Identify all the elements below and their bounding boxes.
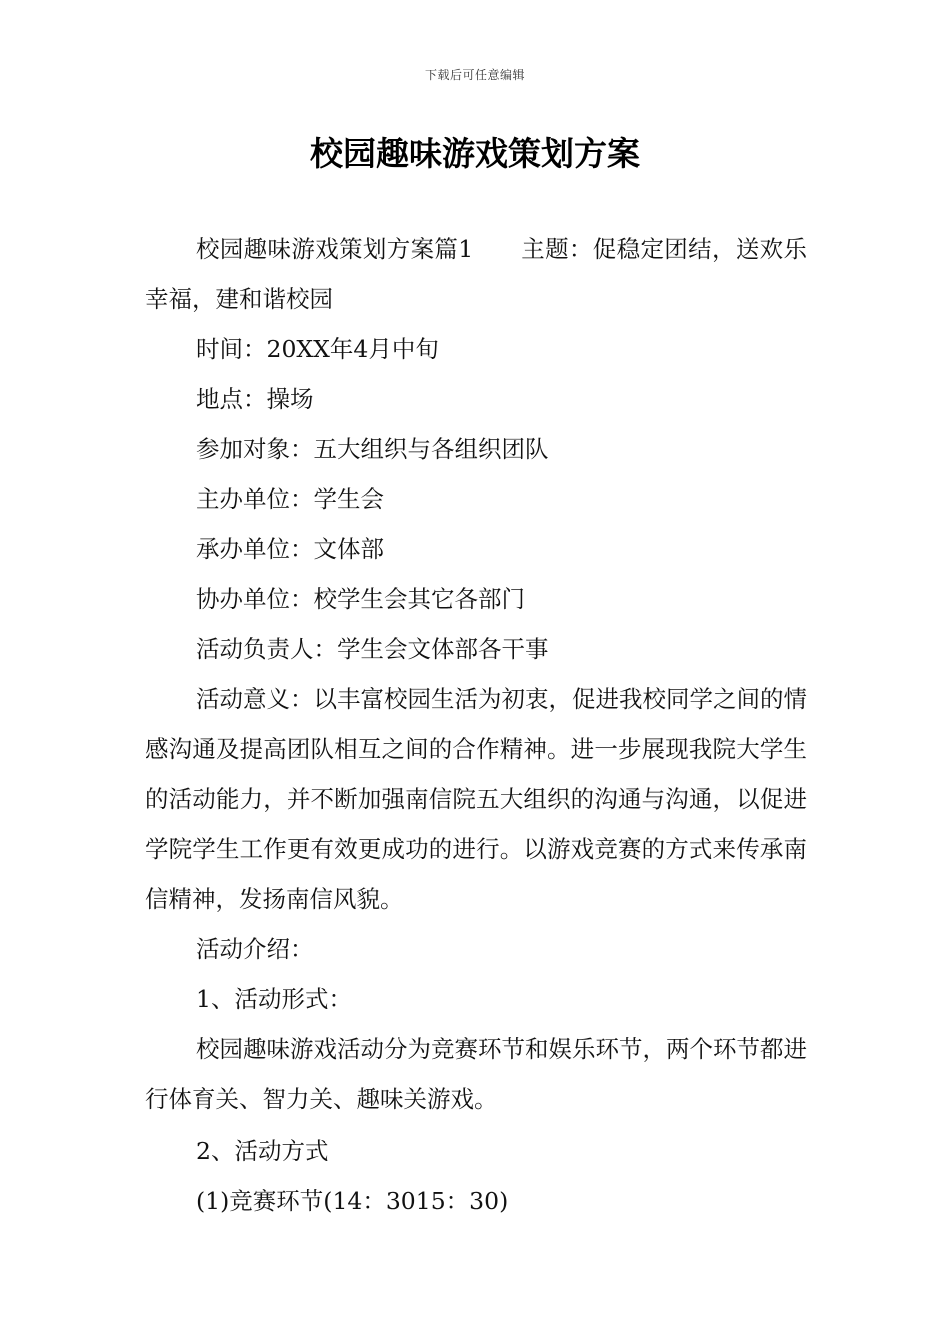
paragraph-activity-form: 校园趣味游戏活动分为竞赛环节和娱乐环节，两个环节都进行体育关、智力关、趣味关游戏。 <box>145 1035 807 1113</box>
paragraph-time: 时间：20XX年4月中旬 <box>196 335 439 363</box>
paragraph-organizer: 主办单位：学生会 <box>196 485 384 513</box>
paragraph-competition-session: (1)竞赛环节(14：3015：30) <box>196 1187 509 1215</box>
header-note: 下载后可任意编辑 <box>424 68 525 82</box>
document-title: 校园趣味游戏策划方案 <box>310 134 640 173</box>
paragraph-person-in-charge: 活动负责人：学生会文体部各干事 <box>196 635 549 663</box>
paragraph-participants: 参加对象：五大组织与各组织团队 <box>196 435 549 463</box>
paragraph-significance: 活动意义：以丰富校园生活为初衷，促进我校同学之间的情感沟通及提高团队相互之间的合作精神。进一步展现我院大学生的活动能力，并不断加强南信院五大组织的沟通与沟通，以促进学院学生工作更有效更成功的进行。以游戏竞赛的方式来传承南信精神，发扬南信风貌。 <box>145 685 807 913</box>
paragraph-section-1-heading: 1、活动形式： <box>196 985 352 1013</box>
paragraph-undertaker: 承办单位：文体部 <box>196 535 384 563</box>
paragraph-co-organizer: 协办单位：校学生会其它各部门 <box>196 585 525 613</box>
paragraph-section-2-heading: 2、活动方式 <box>196 1137 329 1165</box>
paragraph-introduction-heading: 活动介绍： <box>196 935 314 963</box>
paragraph-location: 地点：操场 <box>196 385 314 413</box>
paragraph-intro-theme: 校园趣味游戏策划方案篇1 主题：促稳定团结，送欢乐幸福，建和谐校园 <box>145 235 807 313</box>
document-body <box>145 224 807 1226</box>
